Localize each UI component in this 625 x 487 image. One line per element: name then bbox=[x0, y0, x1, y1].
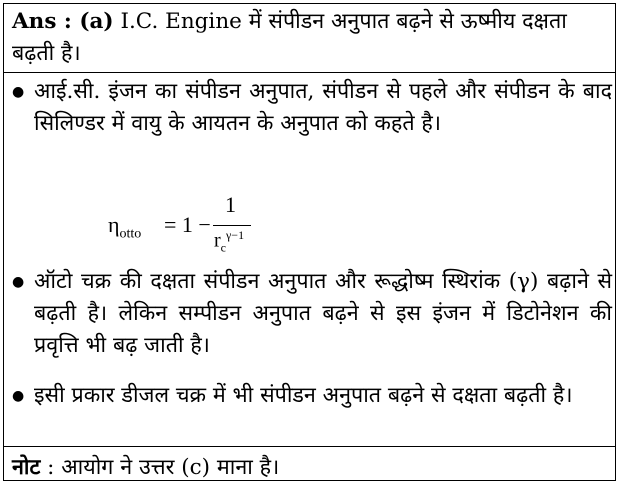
answer-lead: Ans : (a) bbox=[12, 9, 114, 34]
bullet-text-1: आई.सी. इंजन का संपीडन अनुपात, संपीडन से पहले और संपीडन के बाद सिलिण्डर में वायु के आयतन के अनुपात को कहते है। bbox=[34, 79, 612, 136]
formula-numerator: 1 bbox=[225, 192, 236, 217]
note-label: नोट bbox=[12, 455, 41, 480]
formula-lhs: $\eta_{otto}$ bbox=[108, 212, 142, 242]
bullet-icon: ● bbox=[12, 388, 25, 404]
fraction-bar bbox=[213, 225, 251, 226]
note-text: : आयोग ने उत्तर (c) माना है। bbox=[40, 455, 280, 480]
note-line bbox=[12, 452, 612, 484]
formula-denominator: $r_c^{\gamma-1}$ bbox=[214, 228, 245, 255]
divider bbox=[4, 446, 615, 447]
formula-equals: = 1 − bbox=[164, 212, 211, 237]
answer-paragraph bbox=[12, 6, 612, 70]
divider bbox=[4, 72, 615, 73]
otto-efficiency-formula bbox=[108, 192, 288, 255]
bullet-item-3 bbox=[12, 380, 612, 412]
bullet-item-1 bbox=[12, 76, 612, 140]
answer-text: I.C. Engine में संपीडन अनुपात बढ़ने से ऊष्मीय दक्षता बढ़ती है। bbox=[12, 9, 567, 66]
bullet-text-2: ऑटो चक्र की दक्षता संपीडन अनुपात और रूद्धोष्म स्थिरांक (γ) बढ़ाने से बढ़ती है। लेकिन सम्पीडन अनुपात बढ़ने से इस इंजन में डिटोनेशन की प्रवृत्ति भी बढ़ जाती है। bbox=[34, 269, 612, 358]
bullet-icon: ● bbox=[12, 274, 25, 290]
answer-box bbox=[3, 3, 616, 481]
bullet-icon: ● bbox=[12, 84, 25, 100]
bullet-item-2 bbox=[12, 266, 612, 362]
bullet-text-3: इसी प्रकार डीजल चक्र में भी संपीडन अनुपात बढ़ने से दक्षता बढ़ती है। bbox=[34, 383, 573, 408]
